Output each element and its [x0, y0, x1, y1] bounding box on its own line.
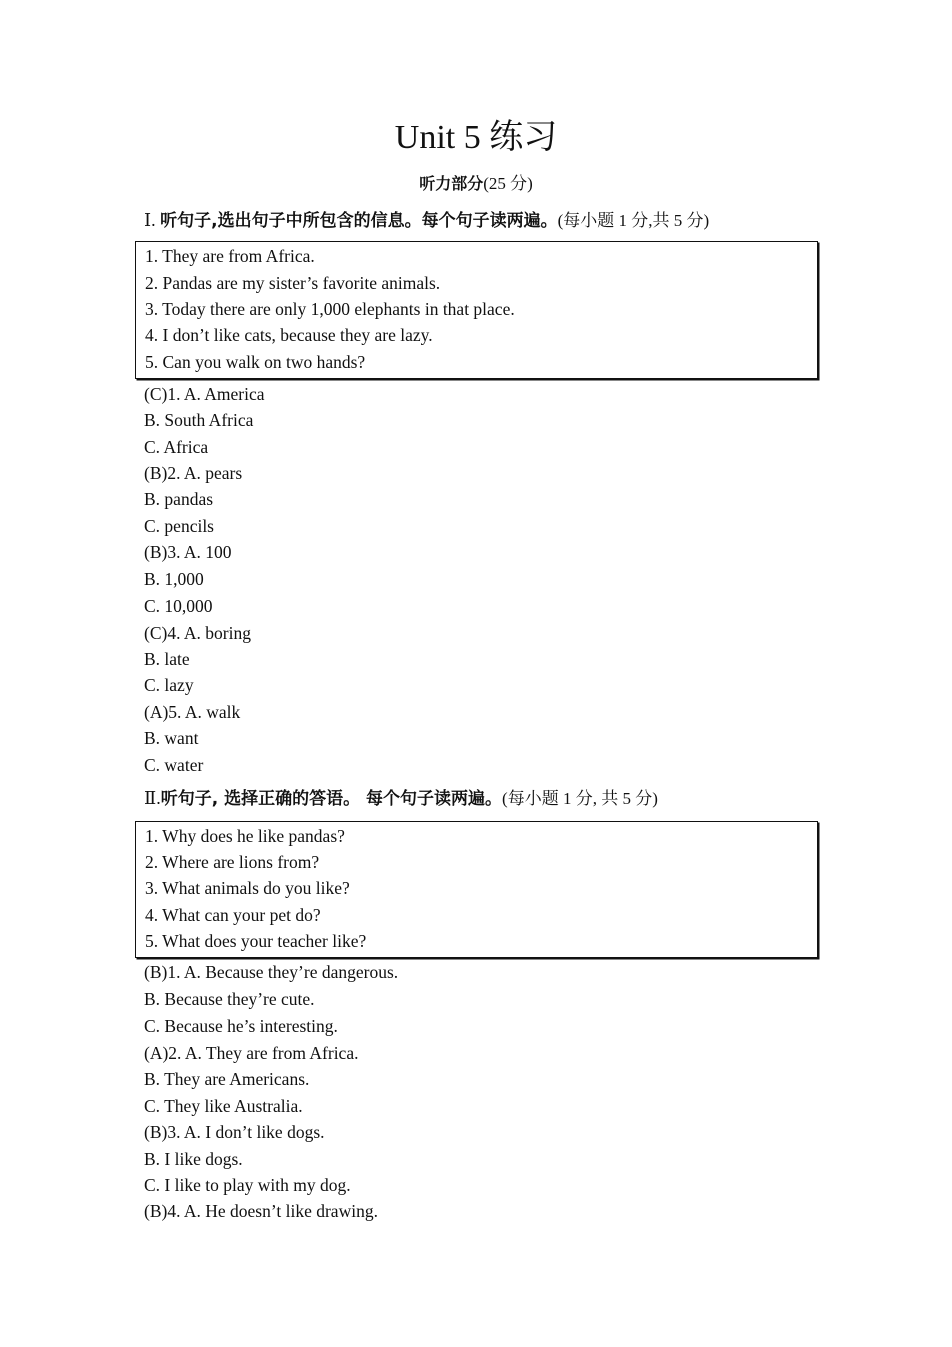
question-line: (A)2. A. They are from Africa.: [144, 1043, 359, 1063]
option-line: C. I like to play with my dog.: [144, 1175, 351, 1195]
script-line: 1. Why does he like pandas?: [145, 826, 345, 846]
subtitle-points: (25 分): [483, 174, 533, 193]
option-line: C. They like Australia.: [144, 1096, 303, 1116]
page-title: Unit 5 练习: [394, 119, 558, 156]
script-line: 1. They are from Africa.: [145, 246, 315, 266]
option-line: C. Because he’s interesting.: [144, 1016, 338, 1036]
section-subtitle: [0, 172, 952, 196]
script-line: 4. I don’t like cats, because they are lazy.: [145, 325, 433, 345]
option-line: C. 10,000: [144, 596, 213, 616]
script-line: 3. What animals do you like?: [145, 878, 350, 898]
section2-points: (每小题 1 分, 共 5 分): [502, 789, 658, 808]
option-line: B. 1,000: [144, 569, 204, 589]
option-line: B. I like dogs.: [144, 1149, 243, 1169]
option-line: B. South Africa: [144, 410, 254, 430]
option-line: C. water: [144, 755, 204, 775]
script-line: 2. Pandas are my sister’s favorite animals.: [145, 273, 441, 293]
option-line: B. pandas: [144, 489, 214, 509]
script-line: 3. Today there are only 1,000 elephants in that place.: [145, 299, 515, 319]
option-line: B. late: [144, 649, 190, 669]
question-line: (B)3. A. 100: [144, 542, 232, 562]
option-line: B. Because they’re cute.: [144, 989, 315, 1009]
question-line: (B)2. A. pears: [144, 463, 243, 483]
section1-numeral: Ⅰ.: [144, 210, 156, 230]
script-line: 5. Can you walk on two hands?: [145, 352, 366, 372]
section1-points: (每小题 1 分,共 5 分): [557, 211, 710, 230]
section2-script-box: [135, 821, 818, 958]
option-line: C. pencils: [144, 516, 214, 536]
option-line: C. lazy: [144, 675, 194, 695]
section2-instruction: 听句子, 选择正确的答语。 每个句子读两遍。: [160, 789, 503, 809]
script-line: 2. Where are lions from?: [145, 852, 320, 872]
question-line: (B)4. A. He doesn’t like drawing.: [144, 1201, 378, 1221]
option-line: C. Africa: [144, 437, 209, 457]
question-line: (C)1. A. America: [144, 384, 265, 404]
section1-instruction: 听句子,选出句子中所包含的信息。每个句子读两遍。: [160, 211, 558, 231]
option-line: B. want: [144, 728, 199, 748]
section2-numeral: Ⅱ.: [144, 788, 161, 808]
option-line: B. They are Americans.: [144, 1069, 310, 1089]
script-line: 5. What does your teacher like?: [145, 931, 367, 951]
section1-heading: [144, 207, 709, 234]
question-line: (A)5. A. walk: [144, 702, 241, 722]
question-line: (B)1. A. Because they’re dangerous.: [144, 962, 399, 982]
subtitle-main: 听力部分: [419, 174, 484, 193]
section2-heading: [144, 785, 658, 812]
question-line: (C)4. A. boring: [144, 623, 251, 643]
section1-script-box: [135, 241, 818, 379]
question-line: (B)3. A. I don’t like dogs.: [144, 1122, 325, 1142]
script-line: 4. What can your pet do?: [145, 905, 321, 925]
